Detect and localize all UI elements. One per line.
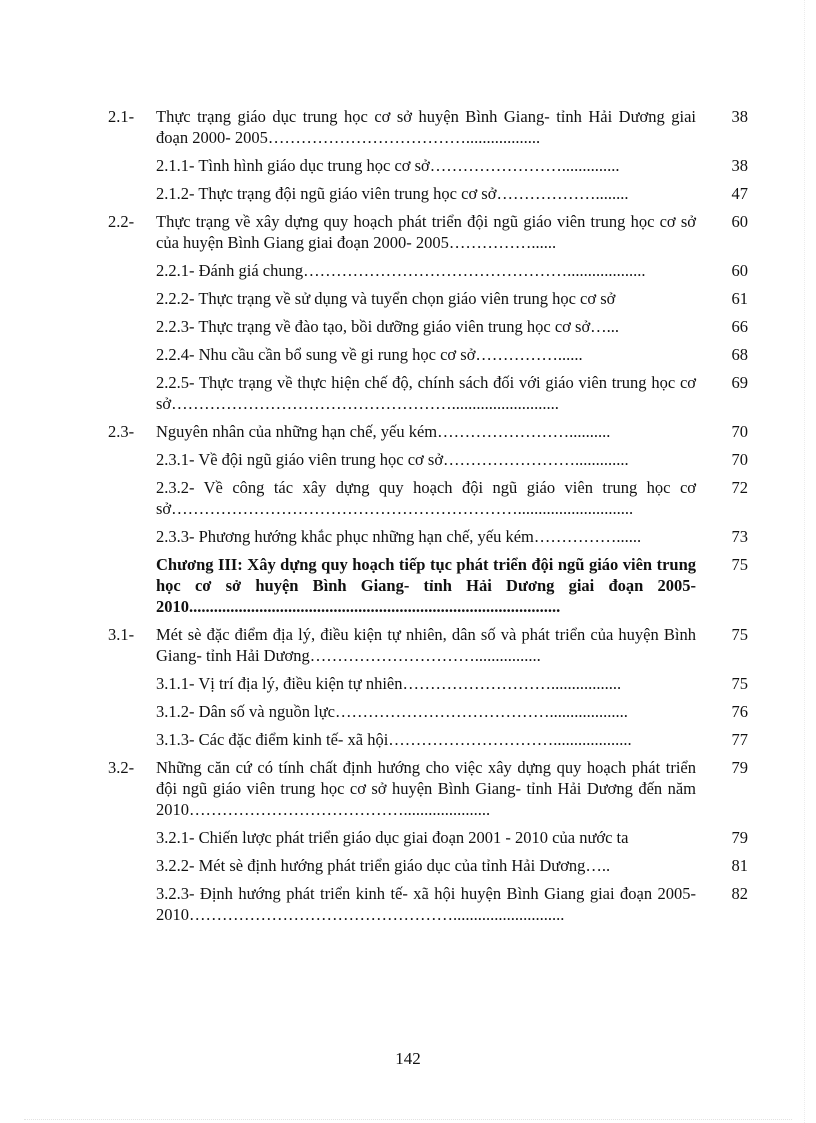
- table-of-contents: [108, 106, 748, 925]
- toc-entry: [108, 106, 748, 148]
- toc-entry-page: 61: [731, 289, 748, 308]
- toc-entry-title: Nguyên nhân của những hạn chế, yếu kém……………………..........: [156, 422, 611, 441]
- toc-entry: [108, 449, 748, 470]
- toc-entry-page: 66: [731, 317, 748, 336]
- toc-entry-title: 3.1.2- Dân số và nguồn lực…………………………………...................: [156, 702, 628, 721]
- toc-entry-page: 75: [731, 555, 748, 574]
- toc-entry: [108, 526, 748, 547]
- toc-entry-page: 72: [731, 478, 748, 497]
- toc-entry-title: 2.1.2- Thực trạng đội ngũ giáo viên trung học cơ sở………………........: [156, 184, 629, 203]
- toc-entry-page: 69: [731, 373, 748, 392]
- toc-entry-page: 82: [731, 884, 748, 903]
- toc-entry-title: Thực trạng về xây dựng quy hoạch phát triển đội ngũ giáo viên trung học cơ sở của huyện Bình Giang giai đoạn 2000- 2005……………......: [156, 212, 696, 252]
- toc-entry: [108, 757, 748, 820]
- toc-entry-page: 70: [731, 450, 748, 469]
- toc-entry: [108, 883, 748, 925]
- toc-entry: [108, 729, 748, 750]
- toc-entry-number: 2.2-: [108, 212, 135, 231]
- bottom-divider: [24, 1119, 792, 1120]
- toc-entry-page: 38: [731, 156, 748, 175]
- toc-entry-title: 3.2.1- Chiến lược phát triển giáo dục giai đoạn 2001 - 2010 của nước ta: [156, 828, 629, 847]
- toc-entry: [108, 624, 748, 666]
- toc-entry-title: 2.3.3- Phương hướng khắc phục những hạn chế, yếu kém……………......: [156, 527, 642, 546]
- toc-entry: [108, 827, 748, 848]
- toc-entry: [108, 673, 748, 694]
- page-number: 142: [395, 1049, 421, 1068]
- toc-entry: [108, 421, 748, 442]
- toc-entry-title: Chương III: Xây dựng quy hoạch tiếp tục phát triển đội ngũ giáo viên trung học cơ sở huyện Bình Giang- tỉnh Hải Dương giai đoạn 2005-2010..........................................................................................: [156, 555, 696, 616]
- toc-entry: [108, 155, 748, 176]
- toc-entry-title: 2.2.4- Nhu cầu cần bổ sung về gi rung học cơ sở……………......: [156, 345, 583, 364]
- toc-entry-page: 68: [731, 345, 748, 364]
- toc-entry-title: 2.3.1- Về đội ngũ giáo viên trung học cơ sở…………………….............: [156, 450, 629, 469]
- toc-entry: [108, 344, 748, 365]
- toc-entry-title: 2.3.2- Về công tác xây dựng quy hoạch đội ngũ giáo viên trung học cơ sở………………………………………………………............................: [156, 478, 696, 518]
- toc-entry: [108, 554, 748, 617]
- toc-entry: [108, 855, 748, 876]
- toc-entry-title: Thực trạng giáo dục trung học cơ sở huyện Bình Giang- tỉnh Hải Dương giai đoạn 2000- 2005………………………………..................: [156, 107, 696, 147]
- toc-entry-page: 81: [731, 856, 748, 875]
- toc-entry-page: 79: [731, 758, 748, 777]
- toc-entry-page: 47: [731, 184, 748, 203]
- toc-entry-title: 2.2.5- Thực trạng về thực hiện chế độ, chính sách đối với giáo viên trung học cơ sở……………………………………………..........................: [156, 373, 696, 413]
- toc-entry-page: 60: [731, 212, 748, 231]
- toc-entry: [108, 701, 748, 722]
- toc-entry: [108, 288, 748, 309]
- toc-entry-number: 2.1-: [108, 107, 135, 126]
- toc-entry-page: 75: [731, 625, 748, 644]
- toc-entry-page: 76: [731, 702, 748, 721]
- toc-entry-page: 75: [731, 674, 748, 693]
- toc-entry-title: 3.2.2- Mét sè định hướng phát triển giáo dục của tỉnh Hải Dương…..: [156, 856, 611, 875]
- toc-entry-number: 3.2-: [108, 758, 135, 777]
- toc-entry-page: 77: [731, 730, 748, 749]
- toc-entry: [108, 316, 748, 337]
- toc-entry-title: Mét sè đặc điểm địa lý, điều kiện tự nhiên, dân số và phát triển của huyện Bình Giang- tỉnh Hải Dương…………………………................: [156, 625, 696, 665]
- toc-entry-page: 60: [731, 261, 748, 280]
- toc-entry-number: 3.1-: [108, 625, 135, 644]
- toc-entry-number: 2.3-: [108, 422, 135, 441]
- toc-entry: [108, 211, 748, 253]
- toc-entry-title: 2.2.1- Đánh giá chung…………………………………………...................: [156, 261, 646, 280]
- toc-entry: [108, 372, 748, 414]
- toc-entry-title: 3.2.3- Định hướng phát triển kinh tế- xã hội huyện Bình Giang giai đoạn 2005- 2010…………………………………………...........................: [156, 884, 696, 924]
- toc-entry: [108, 477, 748, 519]
- toc-entry-page: 38: [731, 107, 748, 126]
- toc-entry-page: 79: [731, 828, 748, 847]
- toc-entry-title: 3.1.3- Các đặc điểm kinh tế- xã hội…………………………...................: [156, 730, 632, 749]
- toc-entry-title: 2.2.3- Thực trạng về đào tạo, bồi dưỡng giáo viên trung học cơ sở…...: [156, 317, 620, 336]
- toc-entry-title: Những căn cứ có tính chất định hướng cho việc xây dựng quy hoạch phát triển đội ngũ giáo viên trung học cơ sở huyện Bình Giang- tỉnh Hải Dương đến năm 2010………………………………….....................: [156, 758, 696, 819]
- toc-entry-title: 2.2.2- Thực trạng về sử dụng và tuyển chọn giáo viên trung học cơ sở: [156, 289, 616, 308]
- toc-entry-page: 73: [731, 527, 748, 546]
- toc-entry: [108, 260, 748, 281]
- toc-entry-title: 3.1.1- Vị trí địa lý, điều kiện tự nhiên……………………….................: [156, 674, 622, 693]
- toc-entry: [108, 183, 748, 204]
- right-divider: [804, 0, 805, 1123]
- toc-entry-page: 70: [731, 422, 748, 441]
- toc-entry-title: 2.1.1- Tình hình giáo dục trung học cơ sở……………………..............: [156, 156, 620, 175]
